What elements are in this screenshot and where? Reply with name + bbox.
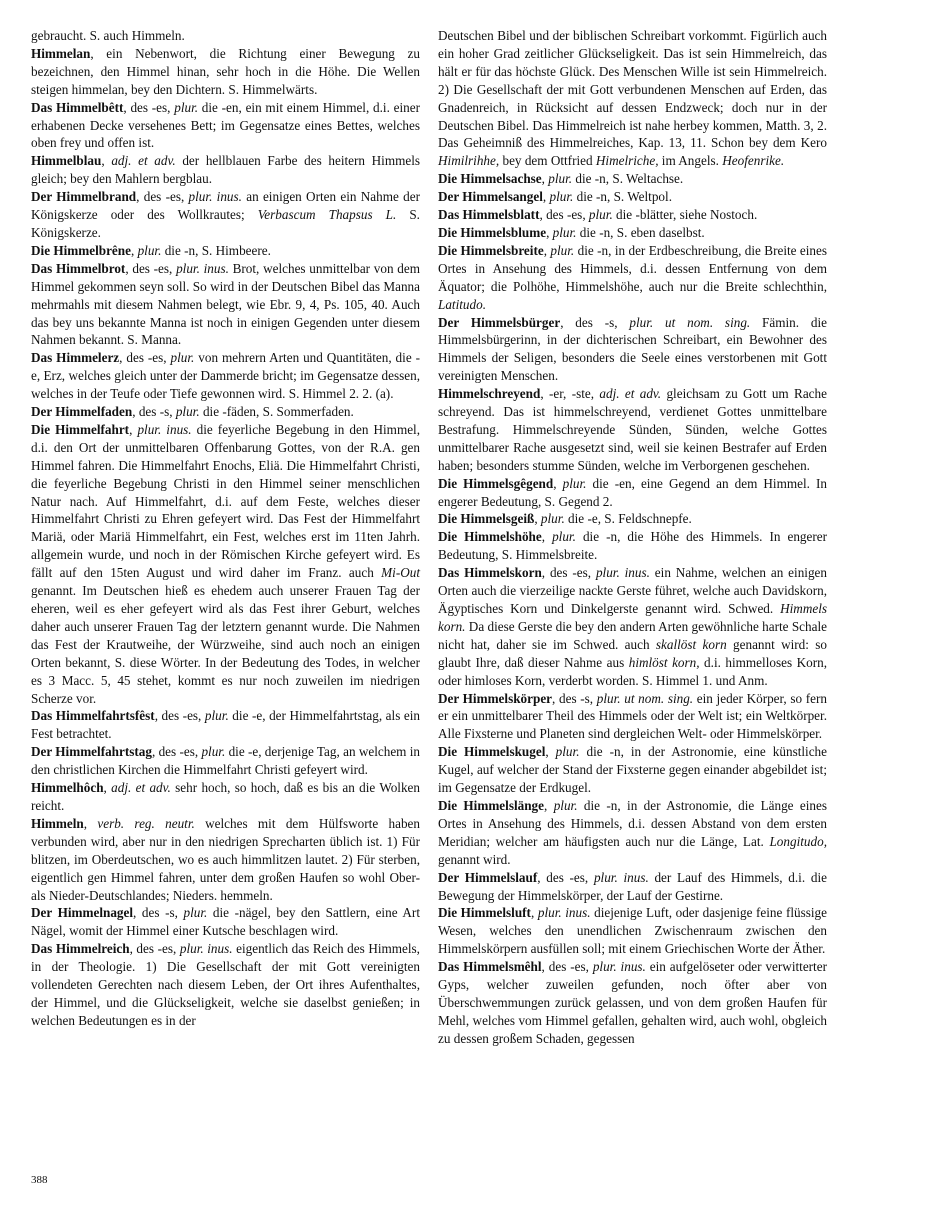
entry-headword: Der Himmelbrand xyxy=(31,189,137,205)
dictionary-entry xyxy=(31,260,420,350)
entry-italic-text: verb. reg. neutr. xyxy=(97,815,195,831)
entry-headword: Himmeln xyxy=(31,815,84,831)
dictionary-entry xyxy=(438,510,827,528)
entry-text: die -blätter, siehe Nostoch. xyxy=(612,207,758,223)
entry-text: S. Königskerze. xyxy=(31,207,420,240)
entry-italic-text: plur. xyxy=(137,242,162,258)
dictionary-entry xyxy=(31,188,420,242)
entry-text: die -n, in der Erdbeschreibung, die Breite eines Ortes in Ansehung des Himmels, d.i. dessen Entfernung von dem Äquator; die Polhöhe, Himmelshöhe, auch nur die Breite schlechthin, xyxy=(438,242,827,294)
dictionary-entry xyxy=(438,206,827,224)
entry-text: welches mit dem Hülfsworte haben verbunden wird, aber nur in den niedrigen Sprecharten üblich ist. 1) Für blitzen, im Oberdeutschen, wo es auch himmlitzen lautet. 2) Für sterben, eigentlich gen Himmel fahren, unter dem großen Haufen so wohl Ober- als Nieder-Deutschlandes; Nieders. hemmeln. xyxy=(31,815,420,903)
entry-italic-text: Longitudo, xyxy=(769,833,827,849)
entry-text: , -er, -ste, xyxy=(540,386,600,402)
entry-text: sehr hoch, so hoch, daß es bis an die Wolken reicht. xyxy=(31,780,421,813)
entry-text: , des -s, xyxy=(132,404,176,420)
entry-headword: Der Himmelsangel xyxy=(438,189,543,205)
entry-text: Fämin. die Himmelsbürgerinn, in der dichterischen Schreibart, ein Bewohner des Himmels der Seligen, besonders die Seele eines verstorbenen mit Gott vereinigten Menschen. xyxy=(438,314,827,384)
entry-italic-text: adj. et adv. xyxy=(111,153,176,169)
entry-headword: Himmelschreyend xyxy=(438,386,541,402)
dictionary-entry xyxy=(438,690,827,744)
dictionary-entry xyxy=(31,421,420,708)
dictionary-entry xyxy=(438,314,827,386)
entry-text: , xyxy=(544,797,554,813)
entry-italic-text: plur. inus. xyxy=(179,941,233,957)
entry-headword: Das Himmelsblatt xyxy=(438,207,540,223)
entry-text: genannt. Im Deutschen hieß es ehedem auch unserer Frauen Tag der eheren, weil es eher gefeyert wird als das Fest ihrer Geburt, welches daher auch unserer Frauen Tag der letztern genannt wurde. Die Nahmen das Fest der Krautweihe, der Würzweihe, sind auch noch an einigen Orten bekannt, S. diese Wörter. In der Bedeutung des Todes, in welcher es 3 Macc. 5, 45 stehet, kommt es nur noch zuweilen im niedrigen Scherze vor. xyxy=(31,583,420,706)
entry-italic-text: plur. xyxy=(201,744,226,760)
entry-italic-text: plur. inus. xyxy=(176,260,229,276)
entry-headword: Der Himmelfahrtstag xyxy=(31,744,152,760)
dictionary-entry xyxy=(31,779,420,815)
entry-headword: Himmelhôch xyxy=(31,780,104,796)
entry-text: die -fäden, S. Sommerfaden. xyxy=(199,404,354,420)
entry-text: , xyxy=(543,242,551,258)
entry-italic-text: plur. xyxy=(170,350,195,366)
dictionary-entry xyxy=(438,564,827,689)
entry-text: d.i. himmelloses Korn, oder himloses Korn, verderbt worden. S. Himmel 1. und Anm. xyxy=(438,654,827,688)
left-column xyxy=(31,27,420,1030)
entry-italic-text: plur. xyxy=(552,529,576,545)
entry-headword: Die Himmelsluft xyxy=(438,905,531,921)
entry-text: , des -es, xyxy=(537,869,594,885)
entry-headword: Der Himmelsbürger xyxy=(438,314,561,330)
entry-text: die -e, derjenige Tag, an welchem in den christlichen Kirchen die Himmelfahrt Christi gefeyert wird. xyxy=(31,744,420,778)
entry-text: der hellblauen Farbe des heitern Himmels gleich; bey den Mahlern bergblau. xyxy=(31,153,420,187)
entry-text: gleichsam zu Gott um Rache schreyend. Das ist himmelschreyend, verdienet Gottes unmittelbare Bestrafung. Himmelschreyende Sünden, Sünden, welche Gottes unmittelbarer Rache ausgesetzt sind, weil sie keinen Bestrafer auf Erden haben; besonders stumme Sünden, welche im Verborgenen geschehen. xyxy=(438,386,827,473)
entry-text: , des -es, xyxy=(136,189,189,205)
entry-headword: Der Himmelslauf xyxy=(438,869,538,885)
entry-headword: Der Himmelfaden xyxy=(31,404,133,420)
entry-headword: Die Himmelshöhe xyxy=(438,529,542,545)
entry-text: , xyxy=(541,529,553,545)
entry-italic-text: Mi-Out xyxy=(381,565,420,581)
dictionary-entry xyxy=(31,349,420,403)
dictionary-entry xyxy=(31,45,420,99)
entry-italic-text: plur. xyxy=(540,511,565,527)
entry-headword: Die Himmelfahrt xyxy=(31,421,130,437)
entry-text: , des -es, xyxy=(539,207,589,223)
entry-text: im Angels. xyxy=(658,153,723,169)
entry-italic-text: plur. xyxy=(562,475,587,491)
entry-text: von mehrern Arten und Quantitäten, die -e, Erz, welches gleich unter der Dammerde bricht; im Gegensatze dessen, welches in der Teufe oder Tiefe gewonnen wird. S. Himmel 2. 2. (a). xyxy=(31,350,420,402)
entry-headword: Die Himmelbrêne xyxy=(31,242,131,258)
entry-text: , xyxy=(546,224,553,240)
entry-text: die -n, S. eben daselbst. xyxy=(576,224,705,240)
entry-text: ein aufgelöseter oder verwitterter Gyps, welcher zuweilen gefunden, noch öfter aber von Überschwemmungen zurück gelassen, und von dem großen Haufen für Mehl, welches vom Himmel gefallen, gehalten wird, auch wohl, obgleich zu dessen großem Schaden, gegessen xyxy=(438,959,827,1046)
entry-text: diejenige Luft, oder dasjenige feine flüssige Wesen, welches den unendlichen Zwischenraum zwischen den Himmelskörpern ausfüllen soll; mit einem Griechischen Worte der Äther. xyxy=(438,905,827,957)
entry-headword: Der Himmelskörper xyxy=(438,690,553,706)
entry-headword: Die Himmelslänge xyxy=(438,797,544,813)
entry-text: , xyxy=(534,511,541,527)
entry-italic-text: plur. xyxy=(548,171,573,187)
entry-text: die -nägel, bey den Sattlern, eine Art Nägel, womit der Himmel einer Kutsche beschlagen wird. xyxy=(31,905,420,939)
dictionary-entry xyxy=(438,475,827,511)
entry-text: die -en, eine Gegend an dem Himmel. In engerer Bedeutung, S. Gegend 2. xyxy=(438,475,827,509)
dictionary-entry xyxy=(438,385,827,475)
entry-italic-text: plur. xyxy=(183,905,208,921)
dictionary-entry xyxy=(31,940,420,1030)
entry-text: , des -es, xyxy=(151,744,202,760)
entry-text: die feyerliche Begebung in den Himmel, d.i. den Ort der unmittelbaren Offenbarung Gottes, von der R.A. gen Himmel fahren. Die Himmelfahrt Enochs, Eliä. Die Himmelfahrt Christi, die feyerliche Begebung Christi in den Himmel seiner menschlichen Natur nach. Auf Himmelfahrt, d.i. auf dem Feste, welches dieser Himmelfahrt Christi zu Ehren gefeyert wird. Das Fest der Himmelfahrt Mariä, oder Mariä Himmelfahrt, ein Fest, welches erst im 11ten Jahrh. allgemein wurde, und noch in der Römischen Kirche gefeyert wird. Es fällt auf den 15ten August und wird daher im Franz. auch xyxy=(31,421,421,581)
entry-text: die -e, S. Feldschnepfe. xyxy=(564,511,692,527)
entry-headword: Das Himmelskorn xyxy=(438,565,542,581)
page-number: 388 xyxy=(31,1174,48,1186)
entry-text: Brot, welches unmittelbar von dem Himmel gekommen seyn soll. So wird in der Deutschen Bibel das Manna mehrmahls mit diesem Nahmen belegt, wie Ebr. 9, 4, Ps. 105, 40. Auch das bey uns bekannte Manna ist noch in einigen Gegenden unter diesem Nahmen bekannt. S. Manna. xyxy=(31,260,421,348)
entry-italic-text: plur. inus. xyxy=(188,189,242,205)
entry-text: , des -s, xyxy=(133,905,184,921)
entry-text: , xyxy=(545,744,556,760)
entry-headword: Das Himmelsmêhl xyxy=(438,959,542,975)
entry-headword: Die Himmelsgeiß xyxy=(438,511,535,527)
entry-headword: Der Himmelnagel xyxy=(31,905,134,921)
entry-italic-text: plur. inus. xyxy=(537,905,591,921)
entry-text: , xyxy=(83,815,98,831)
entry-text: ein Nahme, welchen an einigen Orten auch die vierzeilige nackte Gerste führet, welche auch Davidskorn, Ägyptisches Korn und Dinkelgerste genannt wird. Schwed. xyxy=(438,565,827,616)
entry-headword: Das Himmelbrot xyxy=(31,260,126,276)
entry-italic-text: plur. xyxy=(552,224,577,240)
entry-italic-text: adj. et adv. xyxy=(111,780,171,796)
dictionary-entry xyxy=(31,707,420,743)
entry-italic-text: plur. ut nom. sing. xyxy=(596,690,694,706)
entry-text: , des -es, xyxy=(541,959,593,975)
dictionary-entry xyxy=(438,188,827,206)
dictionary-entry xyxy=(31,815,420,905)
entry-text: , xyxy=(130,242,138,258)
entry-italic-text: plur. xyxy=(550,242,575,258)
dictionary-entry xyxy=(31,27,420,45)
entry-italic-text: plur. inus. xyxy=(593,869,649,885)
entry-text: die -n, S. Himbeere. xyxy=(161,242,271,258)
entry-italic-text: Himilrihhe, xyxy=(438,153,500,169)
entry-headword: Das Himmelfahrtsfêst xyxy=(31,708,155,724)
entry-italic-text: plur. xyxy=(588,207,613,223)
dictionary-entry xyxy=(438,797,827,869)
entry-text: die -n, in der Astronomie, die Länge eines Ortes in Ansehung des Himmels, d.i. dessen Abstand von dem ersten Meridian; welcher am häufigsten auch nur die Länge, Lat. xyxy=(438,797,828,849)
entry-text: , des -es, xyxy=(125,260,177,276)
entry-text: , des -es, xyxy=(541,565,596,581)
entry-headword: Himmelblau xyxy=(31,153,102,169)
entry-italic-text: plur. xyxy=(204,708,229,724)
entry-italic-text: plur. ut nom. sing. xyxy=(629,314,751,330)
entry-text: , ein Nebenwort, die Richtung einer Bewegung zu bezeichnen, den Himmel hinan, sehr hoch in die Höhe. Die Wellen steigen himmelan, bey den Dichtern. S. Himmelwärts. xyxy=(31,45,420,97)
entry-headword: Himmelan xyxy=(31,45,91,61)
entry-italic-text: Himmels korn. xyxy=(438,601,827,634)
entry-headword: Die Himmelsachse xyxy=(438,171,542,187)
dictionary-entry xyxy=(438,27,827,170)
entry-italic-text: plur. xyxy=(175,404,200,420)
entry-headword: Die Himmelsblume xyxy=(438,224,547,240)
entry-text: die -n, S. Weltachse. xyxy=(572,171,684,187)
entry-text: die -n, die Höhe des Himmels. In engerer Bedeutung, S. Himmelsbreite. xyxy=(438,529,828,563)
entry-italic-text: Heofenrike. xyxy=(722,153,785,169)
entry-italic-text: plur. inus. xyxy=(137,421,192,437)
dictionary-entry xyxy=(31,152,420,188)
entry-italic-text: plur. xyxy=(555,744,580,760)
dictionary-entry xyxy=(438,224,827,242)
dictionary-entry xyxy=(438,904,827,958)
entry-text: , des -es, xyxy=(123,99,175,115)
entry-headword: Das Himmelbêtt xyxy=(31,99,124,115)
entry-italic-text: plur. xyxy=(549,189,574,205)
entry-text: , xyxy=(129,421,138,437)
entry-italic-text: plur. inus. xyxy=(595,565,650,581)
entry-text: der Lauf des Himmels, d.i. die Bewegung der Himmelskörper, der Lauf der Gestirne. xyxy=(438,869,827,903)
entry-italic-text: Latitudo. xyxy=(438,296,486,312)
entry-text: Deutschen Bibel und der biblischen Schreibart vorkommt. Figürlich auch ein hoher Grad zeitlicher Glückseligkeit. Das ist sein Himmelreich, das hält er für das höchste Glück. Des Menschen Wille ist sein Himmelreich. 2) Die Gesellschaft der mit Gott verbundenen Menschen auf Erden, das Gnadenreich, in Rücksicht auf dessen Endzweck; doch nur in der Deutschen Bibel. Das Himmelreich ist nahe herbey kommen, Matth. 3, 2. Das Geheimniß des Himmelreiches, Kap. 13, 11. Schon bey dem Kero xyxy=(438,28,827,151)
dictionary-entry xyxy=(438,743,827,797)
entry-text: genannt wird: so glaubt Ihre, daß dieser Nahme aus xyxy=(438,636,827,670)
entry-headword: Die Himmelsbreite xyxy=(438,242,544,258)
entry-text: , des -es, xyxy=(154,708,205,724)
entry-text: genannt wird. xyxy=(438,851,511,867)
dictionary-entry xyxy=(438,528,827,564)
dictionary-entry xyxy=(31,904,420,940)
entry-text: , xyxy=(103,780,112,796)
entry-headword: Die Himmelsgêgend xyxy=(438,475,554,491)
dictionary-entry xyxy=(31,99,420,153)
entry-text: , xyxy=(101,153,112,169)
entry-text: , des -es, xyxy=(119,350,171,366)
entry-italic-text: Verbascum Thapsus L. xyxy=(257,207,397,223)
entry-headword: Die Himmelskugel xyxy=(438,744,546,760)
entry-italic-text: adj. et adv. xyxy=(599,386,662,402)
dictionary-entry xyxy=(31,743,420,779)
entry-text: bey dem Ottfried xyxy=(499,153,596,169)
entry-text: an einigen Orten ein Nahme der Königskerze oder des Wollkrautes; xyxy=(31,189,420,223)
entry-text: die -n, S. Weltpol. xyxy=(573,189,672,205)
entry-italic-text: plur. inus. xyxy=(592,959,646,975)
entry-text: eigentlich das Reich des Himmels, in der Theologie. 1) Die Gesellschaft der mit Gott vereinigten vollendeten Gerechten nach diesem Leben, der Ort ihres Aufenthaltes, der Himmel, und die Glückseligkeit, welche sie daselbst genießen; in welchen Bedeutungen es in der xyxy=(31,941,420,1028)
entry-text: , des -s, xyxy=(552,690,597,706)
entry-text: gebraucht. S. auch Himmeln. xyxy=(31,28,185,43)
entry-text: , des -s, xyxy=(560,314,630,330)
dictionary-entry xyxy=(438,869,827,905)
entry-text: , xyxy=(541,171,549,187)
entry-italic-text: plur. xyxy=(174,99,199,115)
entry-text: die -en, ein mit einem Himmel, d.i. einer erhabenen Decke versehenes Bett; im Gegensatze eines Bettes, welches oben frey und offen ist. xyxy=(31,99,420,151)
dictionary-entry xyxy=(438,170,827,188)
entry-text: , xyxy=(542,189,550,205)
entry-headword: Das Himmelreich xyxy=(31,941,130,957)
entry-headword: Das Himmelerz xyxy=(31,350,120,366)
entry-text: die -e, der Himmelfahrtstag, als ein Fest betrachtet. xyxy=(31,708,421,742)
entry-italic-text: Himelriche, xyxy=(595,153,659,169)
entry-text: , xyxy=(553,475,563,491)
entry-text: , xyxy=(530,905,538,921)
dictionary-entry xyxy=(31,242,420,260)
entry-text: , des -es, xyxy=(129,941,180,957)
entry-italic-text: skallöst korn xyxy=(655,636,727,652)
entry-text: ein jeder Körper, so fern er ein unmittelbarer Theil des Himmels oder der Welt ist; ein Weltkörper. Alle Fixsterne und Planeten sind dergleichen Welt- oder Himmelskörper. xyxy=(438,690,827,742)
entry-text: Da diese Gerste die bey den andern Arten gewöhnliche harte Schale nicht hat, daher sie im Schwed. auch xyxy=(438,618,827,652)
entry-italic-text: himlöst korn, xyxy=(628,654,700,670)
dictionary-entry xyxy=(31,403,420,421)
entry-italic-text: plur. xyxy=(553,797,578,813)
entry-text: die -n, in der Astronomie, eine künstliche Kugel, auf welcher der Stand der Fixsterne gegen einander abgebildet ist; im Gegensatze der Erdkugel. xyxy=(438,744,827,796)
right-column xyxy=(438,27,827,1048)
dictionary-entry xyxy=(438,958,827,1048)
dictionary-entry xyxy=(438,242,827,314)
